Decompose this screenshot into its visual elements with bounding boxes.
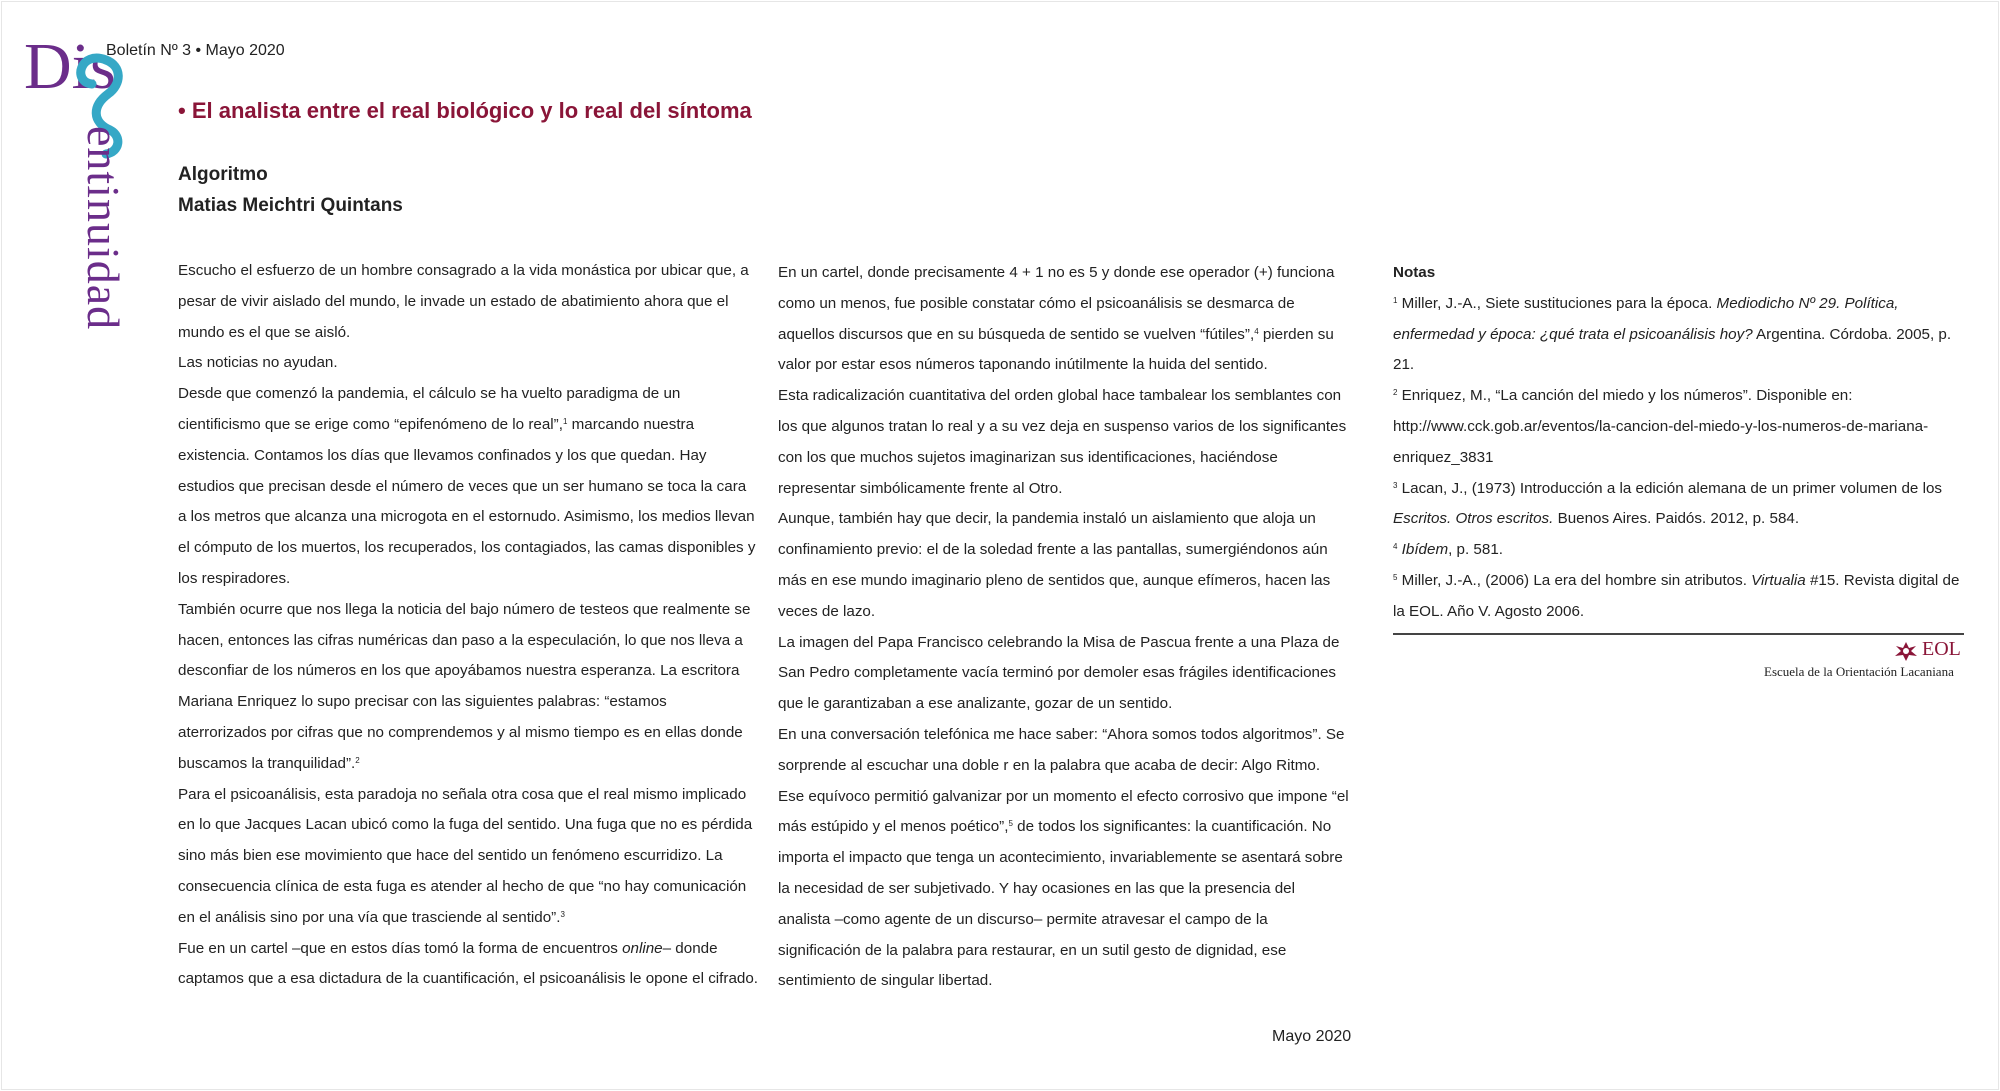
note-2: $^2$ Enriquez, M., “La canción del miedo y los números”. Disponible en: http://www.cck.gob.ar/eventos/la-cancion-del-miedo-y-los-numeros-de-mariana-enriquez_3831 [1393, 387, 1929, 466]
paragraph: En un cartel, donde precisamente 4 + 1 no es 5 y donde ese operador (+) funciona como un menos, fue posible constatar cómo el psicoanálisis se desmarca de aquellos discursos que en su búsqueda de sentido se vuelven “fútiles”,$^4$ pierden su valor por estar esos números taponando inútilmente la huida del sentido. [778, 264, 1335, 374]
notes-column [1393, 258, 1968, 628]
paragraph: Para el psicoanálisis, esta paradoja no señala otra cosa que el real mismo implicado en lo que Jacques Lacan ubicó como la fuga del sentido. Una fuga que no es pérdida sino más bien ese movimiento que hace del sentido un fenómeno escurridizo. La consecuencia clínica de esta fuga es atender al hecho de que “no hay comunicación en el análisis sino por una vía que trasciende al sentido”.$^3$ [178, 785, 753, 926]
paragraph: Fue en un cartel –que en estos días tomó la forma de encuentros online– donde captamos que a esa dictadura de la cuantificación, el psicoanálisis le opone el cifrado. [178, 939, 759, 988]
article-title: • El analista entre el real biológico y lo real del síntoma [178, 98, 752, 123]
footnote-ref: 1 [562, 416, 568, 426]
author-name: Matias Meichtri Quintans [178, 195, 403, 216]
note-3: $^3$ Lacan, J., (1973) Introducción a la edición alemana de un primer volumen de los Escritos. Otros escritos. Buenos Aires. Paidós. 2012, p. 584. [1393, 479, 1942, 528]
disentinuidad-logo [22, 22, 142, 362]
paragraph: Esta radicalización cuantitativa del orden global hace tambalear los semblantes con los que algunos tratan lo real y a su vez deja en suspenso varios de los significantes con los que muchos sujetos imaginarizan sus identificaciones, haciéndose representar simbólicamente frente al Otro. [778, 387, 1347, 497]
paragraph: Ese equívoco permitió galvanizar por un momento el efecto corrosivo que impone “el más estúpido y el menos poético”,$^5$ de todos los significantes: la cuantificación. No importa el impacto que tenga un acontecimiento, invariablemente se asentará sobre la necesidad de ser subjetivado. Y hay ocasiones en las que la presencia del analista –como agente de un discurso– permite atravesar el campo de la significación de la palabra para restaurar, en un sutil gesto de dignidad, ese sentimiento de singular libertad. [778, 787, 1349, 990]
column-1 [178, 256, 758, 995]
paragraph: Desde que comenzó la pandemia, el cálculo se ha vuelto paradigma de un cientificismo que se erige como “epifenómeno de lo real”,$^1$ marcando nuestra existencia. Contamos los días que llevamos confinados y los que quedan. Hay estudios que precisan desde el número de veces que un ser humano se toca la cara a los metros que alcanza una microgota en el estornudo. Asimismo, los medios llevan el cómputo de los muertos, los recuperados, los contagiados, las camas disponibles y los respiradores. [178, 385, 756, 587]
section-name: Algoritmo [178, 164, 268, 185]
footnote-ref: 5 [1008, 819, 1013, 829]
paragraph: Aunque, también hay que decir, la pandemia instaló un aislamiento que aloja un confinamiento previo: el de la soledad frente a las pantallas, sumergiéndonos aún más en ese mundo imaginario pleno de sentidos que, aunque efímeros, hacen las veces de lazo. [778, 510, 1331, 620]
footnote-ref: 2 [355, 755, 360, 765]
paragraph: En una conversación telefónica me hace saber: “Ahora somos todos algoritmos”. Se sorprende al escuchar una doble r en la palabra que acaba de decir: Algo Ritmo. [778, 725, 1345, 774]
issue-label: Boletín Nº 3 • Mayo 2020 [106, 42, 285, 59]
footnote-ref: 4 [1254, 326, 1259, 336]
logo-dis: Dis [24, 30, 116, 103]
footnote-ref: 3 [560, 909, 565, 919]
paragraph: La imagen del Papa Francisco celebrando la Misa de Pascua frente a una Plaza de San Pedro completamente vacía terminó por demoler esas frágiles identificaciones que le garantizaban a ese analizante, gozar de un sentido. [778, 633, 1340, 713]
paragraph: Escucho el esfuerzo de un hombre consagrado a la vida monástica por ubicar que, a pesar de vivir aislado del mundo, le invade un estado de abatimiento ahora que el mundo es el que se aisló. [178, 262, 749, 341]
eol-subtitle: Escuela de la Orientación Lacaniana [1764, 664, 1954, 679]
paragraph: También ocurre que nos llega la noticia del bajo número de testeos que realmente se hacen, entonces las cifras numéricas dan paso a la especulación, lo que nos lleva a desconfiar de los números en los que apoyábamos nuestra esperanza. La escritora Mariana Enriquez lo supo precisar con las siguientes palabras: “estamos aterrorizados por cifras que no comprendemos y al mismo tiempo es en ellas donde buscamos la tranquilidad”.$^2$ [178, 600, 751, 772]
eol-emblem-icon [1893, 640, 1919, 662]
eol-name: EOL [1922, 638, 1961, 660]
logo-rest: entinuidad [78, 126, 129, 331]
article-date: Mayo 2020 [1272, 1028, 1352, 1045]
paragraph: Las noticias no ayudan. [178, 354, 338, 372]
note-4: $^4$ Ibídem, p. 581. [1393, 541, 1503, 559]
note-1: $^1$ Miller, J.-A., Siete sustituciones para la época. Mediodicho Nº 29. Política, enfermedad y época: ¿qué trata el psicoanálisis hoy? Argentina. Córdoba. 2005, p. 21. [1393, 294, 1952, 374]
column-2 [778, 258, 1350, 997]
note-5: $^5$ Miller, J.-A., (2006) La era del hombre sin atributos. Virtualia #15. Revista digital de la EOL. Año V. Agosto 2006. [1393, 571, 1960, 620]
notes-divider [1393, 633, 1964, 635]
notes-title: Notas [1393, 264, 1436, 281]
